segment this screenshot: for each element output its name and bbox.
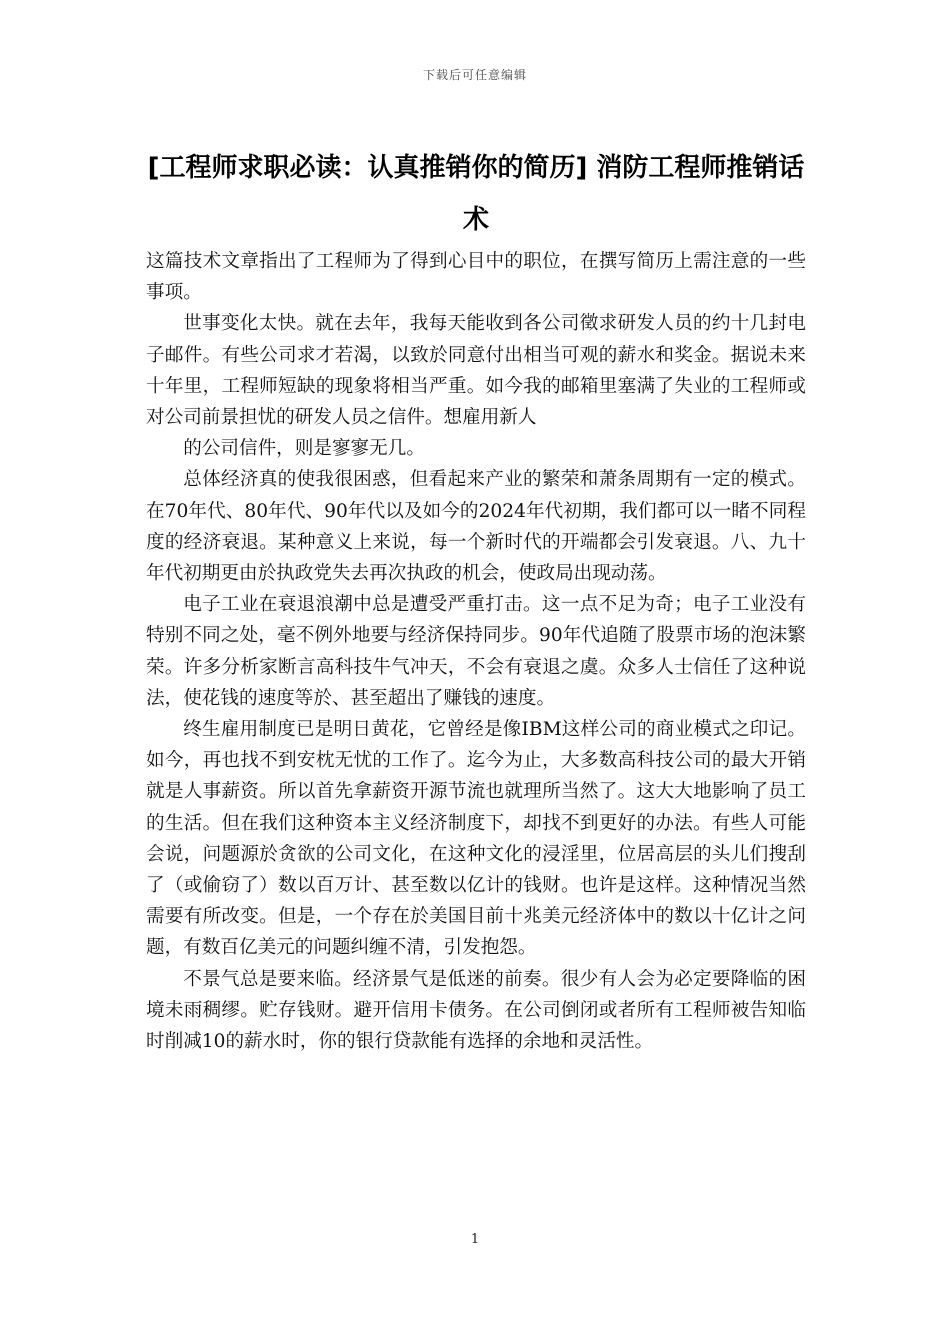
paragraph: 的公司信件，则是寥寥无几。	[183, 438, 425, 460]
document-title: [工程师求职必读：认真推销你的简历] 消防工程师推销话术	[147, 153, 805, 235]
page-number: 1	[470, 1232, 480, 1247]
paragraph: 世事变化太快。就在去年，我每天能收到各公司徵求研发人员的约十几封电子邮件。有些公司求才若渴，以致於同意付出相当可观的薪水和奖金。据说未来十年里，工程师短缺的现象将相当严重。如今我的邮箱里塞满了失业的工程师或对公司前景担忧的研发人员之信件。想雇用新人	[146, 313, 806, 429]
document-body	[146, 246, 806, 1057]
header-note: 下载后可任意编辑	[422, 68, 527, 82]
paragraph-intro: 这篇技术文章指出了工程师为了得到心目中的职位，在撰写简历上需注意的一些事项。	[146, 251, 806, 304]
paragraph: 终生雇用制度已是明日黄花，它曾经是像IBM这样公司的商业模式之印记。如今，再也找不到安枕无忧的工作了。迄今为止，大多数高科技公司的最大开销就是人事薪资。所以首先拿薪资开源节流也就理所当然了。这大大地影响了员工的生活。但在我们这种资本主义经济制度下，却找不到更好的办法。有些人可能会说，问题源於贪欲的公司文化，在这种文化的浸淫里，位居高层的头儿们搜刮了（或偷窃了）数以百万计、甚至数以亿计的钱财。也许是这样。这种情况当然需要有所改变。但是，一个存在於美国目前十兆美元经济体中的数以十亿计之问题，有数百亿美元的问题纠缠不清，引发抱怨。	[146, 719, 806, 959]
paragraph: 电子工业在衰退浪潮中总是遭受严重打击。这一点不足为奇；电子工业没有特别不同之处，毫不例外地要与经济保持同步。90年代追随了股票市场的泡沫繁荣。许多分析家断言高科技牛气冲天，不会有衰退之虞。众多人士信任了这种说法，使花钱的速度等於、甚至超出了赚钱的速度。	[146, 594, 806, 709]
paragraph: 不景气总是要来临。经济景气是低迷的前奏。很少有人会为必定要降临的困境未雨稠缪。贮存钱财。避开信用卡债务。在公司倒闭或者所有工程师被告知临时削减10的薪水时，你的银行贷款能有选择的余地和灵活性。	[146, 968, 806, 1053]
paragraph: 总体经济真的使我很困惑，但看起来产业的繁荣和萧条周期有一定的模式。在70年代、80年代、90年代以及如今的2024年代初期，我们都可以一睹不同程度的经济衰退。某种意义上来说，每一个新时代的开端都会引发衰退。八、九十年代初期更由於执政党失去再次执政的机会，使政局出现动荡。	[146, 469, 806, 585]
